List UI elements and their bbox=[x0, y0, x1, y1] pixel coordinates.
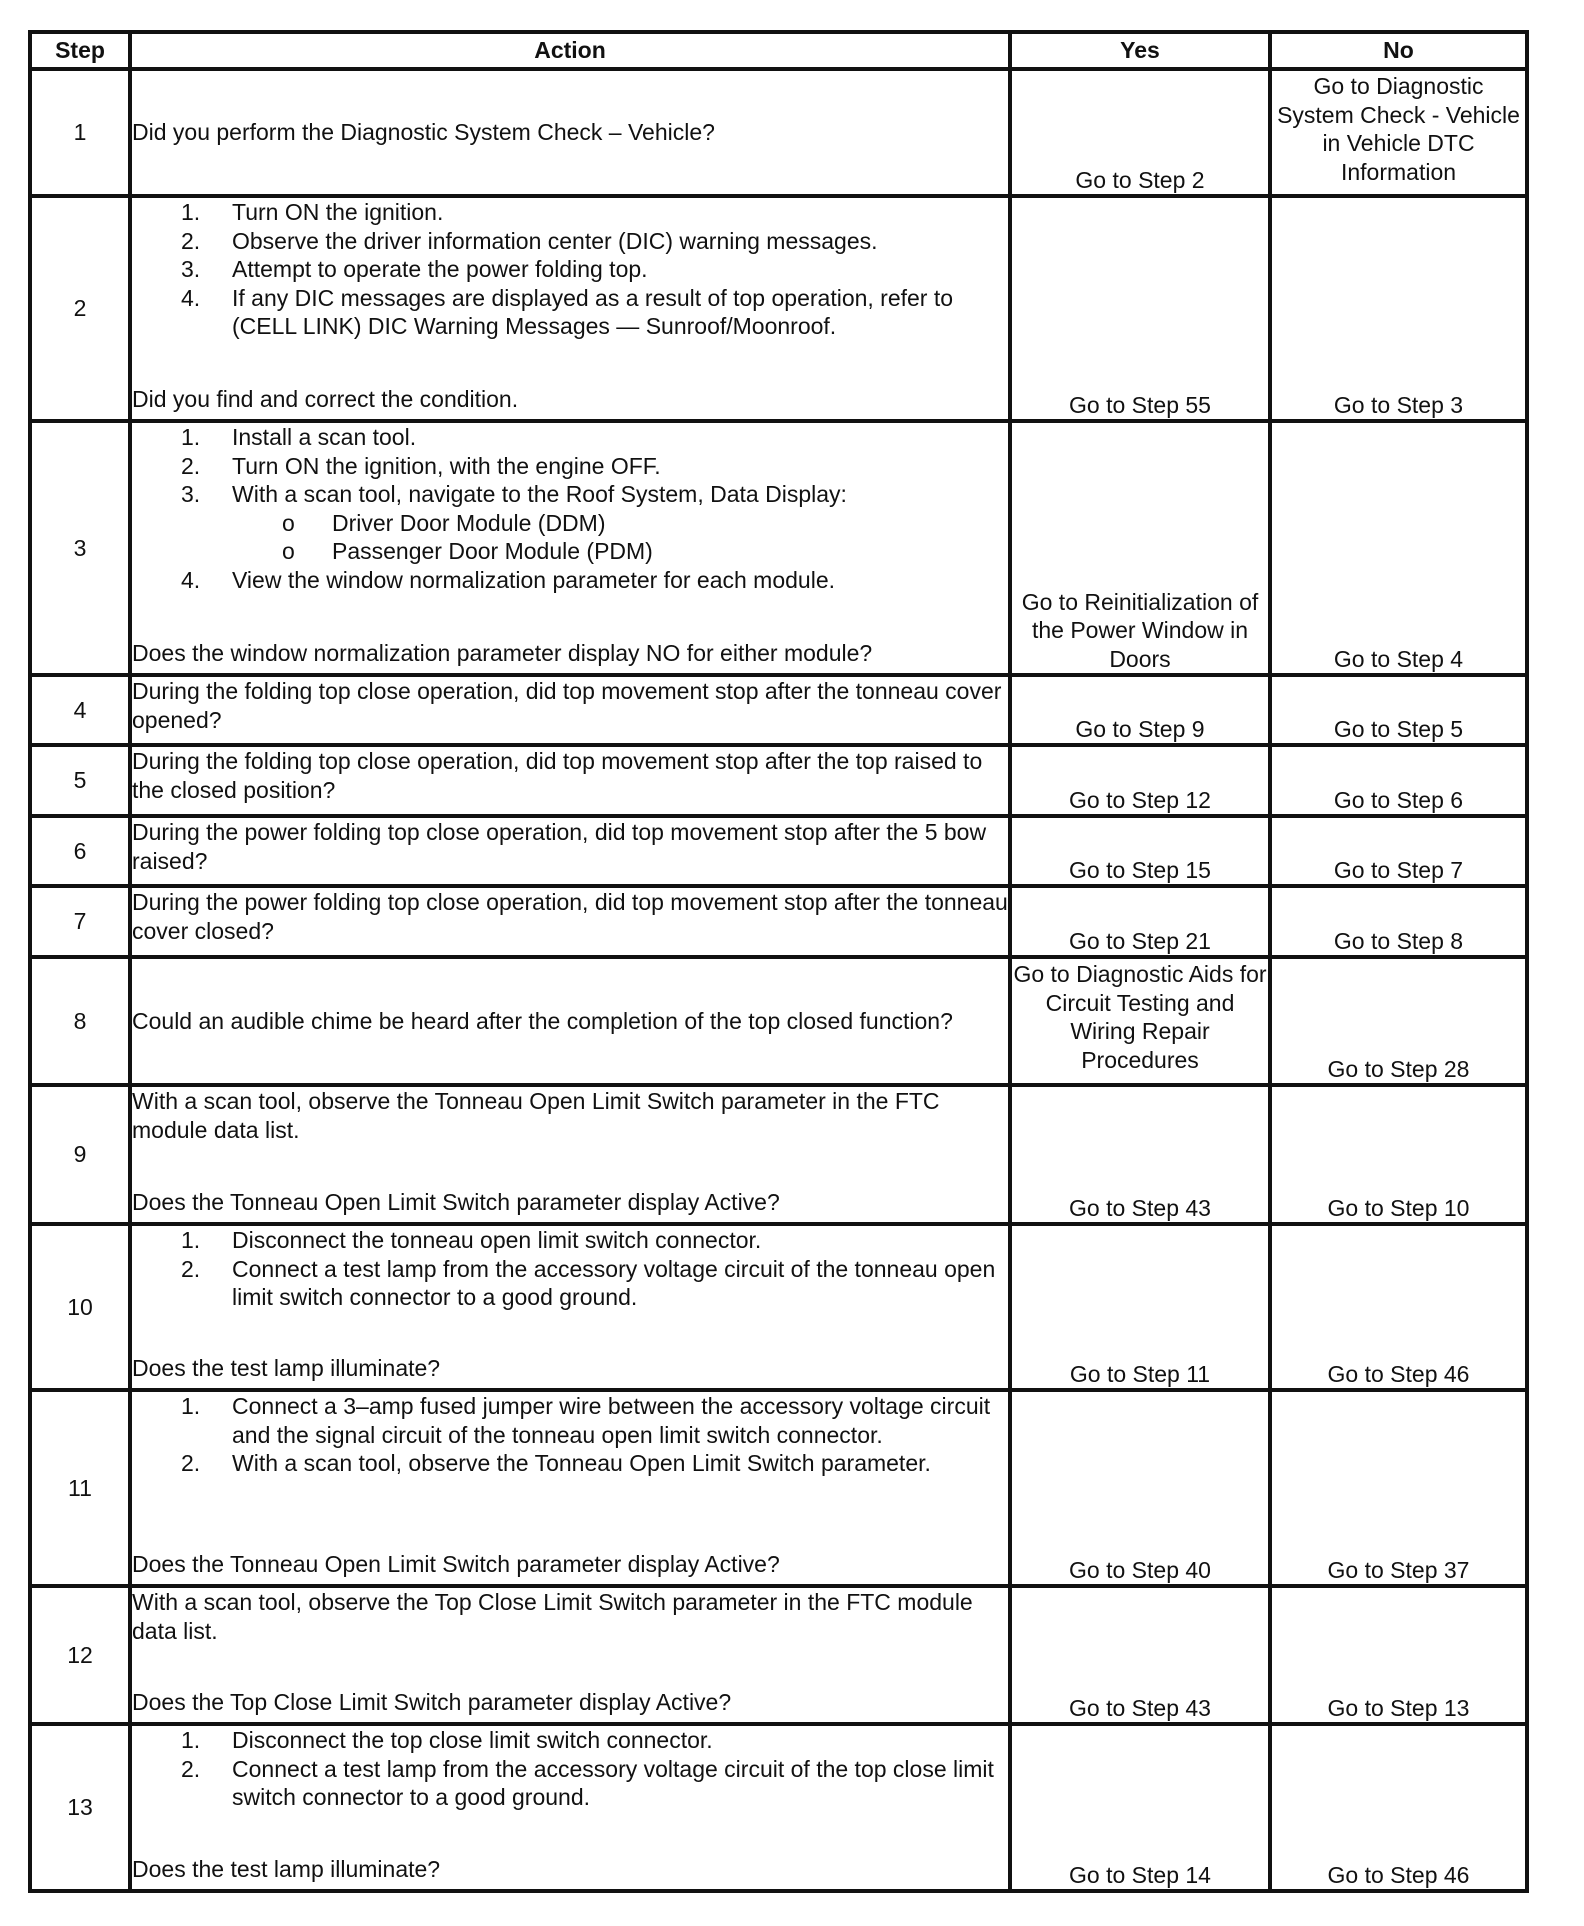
step-number: 5 bbox=[30, 745, 130, 816]
action-cell bbox=[130, 1224, 1010, 1390]
instruction-text: With a scan tool, observe the Tonneau Open Limit Switch parameter in the FTC module data list. bbox=[132, 1088, 940, 1143]
instruction-item: 2. Turn ON the ignition, with the engine OFF. bbox=[181, 452, 661, 479]
step-number: 3 bbox=[30, 421, 130, 675]
no-cell: Go to Step 46 bbox=[1270, 1724, 1527, 1891]
no-cell: Go to Step 10 bbox=[1270, 1085, 1527, 1224]
sub-bullet-list bbox=[132, 509, 1008, 566]
header-action: Action bbox=[130, 32, 1010, 69]
instruction-item: 2. Connect a test lamp from the accessory voltage circuit of the tonneau open limit switch connector to a good ground. bbox=[181, 1255, 996, 1310]
no-cell: Go to Step 7 bbox=[1270, 816, 1527, 886]
no-cell: Go to Step 3 bbox=[1270, 196, 1527, 421]
instruction-text: With a scan tool, observe the Top Close Limit Switch parameter in the FTC module data list. bbox=[132, 1589, 973, 1644]
instruction-item: 3. Attempt to operate the power folding top. bbox=[181, 256, 648, 282]
table-row-step-11 bbox=[30, 1390, 1527, 1586]
question-text: Does the test lamp illuminate? bbox=[132, 1855, 441, 1882]
step-number: 6 bbox=[30, 816, 130, 886]
yes-cell: Go to Step 43 bbox=[1010, 1586, 1270, 1724]
instruction-item: 1. Connect a 3–amp fused jumper wire between the accessory voltage circuit and the signal circuit of the tonneau open limit switch connector. bbox=[181, 1393, 991, 1448]
instruction-list bbox=[132, 423, 1008, 509]
action-cell bbox=[130, 745, 1010, 816]
yes-cell: Go to Step 11 bbox=[1010, 1224, 1270, 1390]
action-cell bbox=[130, 957, 1010, 1085]
yes-cell: Go to Step 15 bbox=[1010, 816, 1270, 886]
table-row-step-4 bbox=[30, 675, 1527, 745]
table-row-step-10 bbox=[30, 1224, 1527, 1390]
action-cell bbox=[130, 1724, 1010, 1891]
question-text: Does the window normalization parameter display NO for either module? bbox=[132, 639, 873, 666]
instruction-list bbox=[132, 1226, 1008, 1312]
step-number: 11 bbox=[30, 1390, 130, 1586]
no-cell: Go to Step 37 bbox=[1270, 1390, 1527, 1586]
question-text: Could an audible chime be heard after the completion of the top closed function? bbox=[132, 1007, 953, 1034]
table-row-step-9 bbox=[30, 1085, 1527, 1224]
step-number: 12 bbox=[30, 1586, 130, 1724]
instruction-list bbox=[132, 566, 1008, 595]
question-text: During the folding top close operation, did top movement stop after the top raised to the closed position? bbox=[132, 748, 983, 803]
table-row-step-6 bbox=[30, 816, 1527, 886]
instruction-item: 4. View the window normalization parameter for each module. bbox=[181, 566, 835, 593]
step-number: 8 bbox=[30, 957, 130, 1085]
header-row bbox=[30, 32, 1527, 69]
step-number: 1 bbox=[30, 69, 130, 196]
step-number: 4 bbox=[30, 675, 130, 745]
no-cell: Go to Step 4 bbox=[1270, 421, 1527, 675]
sub-bullet-item: o Passenger Door Module (PDM) bbox=[282, 538, 653, 564]
table-row-step-3 bbox=[30, 421, 1527, 675]
instruction-list bbox=[132, 1392, 1008, 1478]
question-text: During the power folding top close operation, did top movement stop after the tonneau cover closed? bbox=[132, 889, 1008, 944]
instruction-item: 1. Disconnect the tonneau open limit switch connector. bbox=[181, 1227, 762, 1253]
yes-cell: Go to Step 21 bbox=[1010, 886, 1270, 957]
yes-cell: Go to Step 2 bbox=[1010, 69, 1270, 196]
table-row-step-8 bbox=[30, 957, 1527, 1085]
question-text: Does the Tonneau Open Limit Switch parameter display Active? bbox=[132, 1550, 780, 1577]
step-number: 2 bbox=[30, 196, 130, 421]
step-number: 9 bbox=[30, 1085, 130, 1224]
instruction-item: 1. Turn ON the ignition. bbox=[181, 199, 444, 225]
table-row-step-1 bbox=[30, 69, 1527, 196]
header-yes: Yes bbox=[1010, 32, 1270, 69]
question-text: Does the Tonneau Open Limit Switch parameter display Active? bbox=[132, 1188, 780, 1215]
step-number: 10 bbox=[30, 1224, 130, 1390]
instruction-item: 3. With a scan tool, navigate to the Roof System, Data Display: bbox=[181, 481, 847, 507]
no-cell: Go to Step 46 bbox=[1270, 1224, 1527, 1390]
table-row-step-5 bbox=[30, 745, 1527, 816]
question-text: During the power folding top close operation, did top movement stop after the 5 bow raised? bbox=[132, 819, 987, 874]
instruction-item: 4. If any DIC messages are displayed as a result of top operation, refer to (CELL LINK) DIC Warning Messages — Sunroof/Moonroof. bbox=[181, 284, 954, 339]
yes-cell: Go to Step 43 bbox=[1010, 1085, 1270, 1224]
yes-cell: Go to Step 40 bbox=[1010, 1390, 1270, 1586]
yes-cell: Go to Reinitialization of the Power Window in Doors bbox=[1010, 421, 1270, 675]
step-number: 7 bbox=[30, 886, 130, 957]
question-text: Did you perform the Diagnostic System Check – Vehicle? bbox=[132, 119, 715, 146]
step-number: 13 bbox=[30, 1724, 130, 1891]
action-cell bbox=[130, 675, 1010, 745]
no-cell: Go to Step 28 bbox=[1270, 957, 1527, 1085]
yes-cell: Go to Step 55 bbox=[1010, 196, 1270, 421]
table-row-step-7 bbox=[30, 886, 1527, 957]
question-text: Does the Top Close Limit Switch parameter display Active? bbox=[132, 1688, 732, 1715]
instruction-item: 2. With a scan tool, observe the Tonneau Open Limit Switch parameter. bbox=[181, 1450, 931, 1476]
question-text: Did you find and correct the condition. bbox=[132, 385, 519, 412]
question-text: Does the test lamp illuminate? bbox=[132, 1354, 441, 1381]
action-cell bbox=[130, 69, 1010, 196]
instruction-item: 2. Observe the driver information center (DIC) warning messages. bbox=[181, 227, 878, 254]
instruction-list bbox=[132, 198, 1008, 341]
yes-cell: Go to Diagnostic Aids for Circuit Testing and Wiring Repair Procedures bbox=[1010, 957, 1270, 1085]
action-cell bbox=[130, 1390, 1010, 1586]
action-cell bbox=[130, 886, 1010, 957]
no-cell: Go to Step 13 bbox=[1270, 1586, 1527, 1724]
action-cell bbox=[130, 196, 1010, 421]
action-cell bbox=[130, 1085, 1010, 1224]
header-step: Step bbox=[30, 32, 130, 69]
yes-cell: Go to Step 9 bbox=[1010, 675, 1270, 745]
no-cell: Go to Step 6 bbox=[1270, 745, 1527, 816]
instruction-item: 2. Connect a test lamp from the accessory voltage circuit of the top close limit switch connector to a good ground. bbox=[181, 1755, 994, 1810]
table-row-step-2 bbox=[30, 196, 1527, 421]
table-row-step-13 bbox=[30, 1724, 1527, 1891]
action-cell bbox=[130, 816, 1010, 886]
table-row-step-12 bbox=[30, 1586, 1527, 1724]
yes-cell: Go to Step 14 bbox=[1010, 1724, 1270, 1891]
diagnostic-table bbox=[28, 30, 1529, 1893]
instruction-item: 1. Install a scan tool. bbox=[181, 424, 417, 450]
instruction-item: 1. Disconnect the top close limit switch connector. bbox=[181, 1727, 713, 1753]
action-cell bbox=[130, 421, 1010, 675]
sub-bullet-item: o Driver Door Module (DDM) bbox=[282, 509, 606, 536]
yes-cell: Go to Step 12 bbox=[1010, 745, 1270, 816]
question-text: During the folding top close operation, did top movement stop after the tonneau cover opened? bbox=[132, 678, 1002, 733]
header-no: No bbox=[1270, 32, 1527, 69]
no-cell: Go to Step 8 bbox=[1270, 886, 1527, 957]
no-cell: Go to Step 5 bbox=[1270, 675, 1527, 745]
no-cell: Go to Diagnostic System Check - Vehicle in Vehicle DTC Information bbox=[1270, 69, 1527, 196]
instruction-list bbox=[132, 1726, 1008, 1812]
action-cell bbox=[130, 1586, 1010, 1724]
